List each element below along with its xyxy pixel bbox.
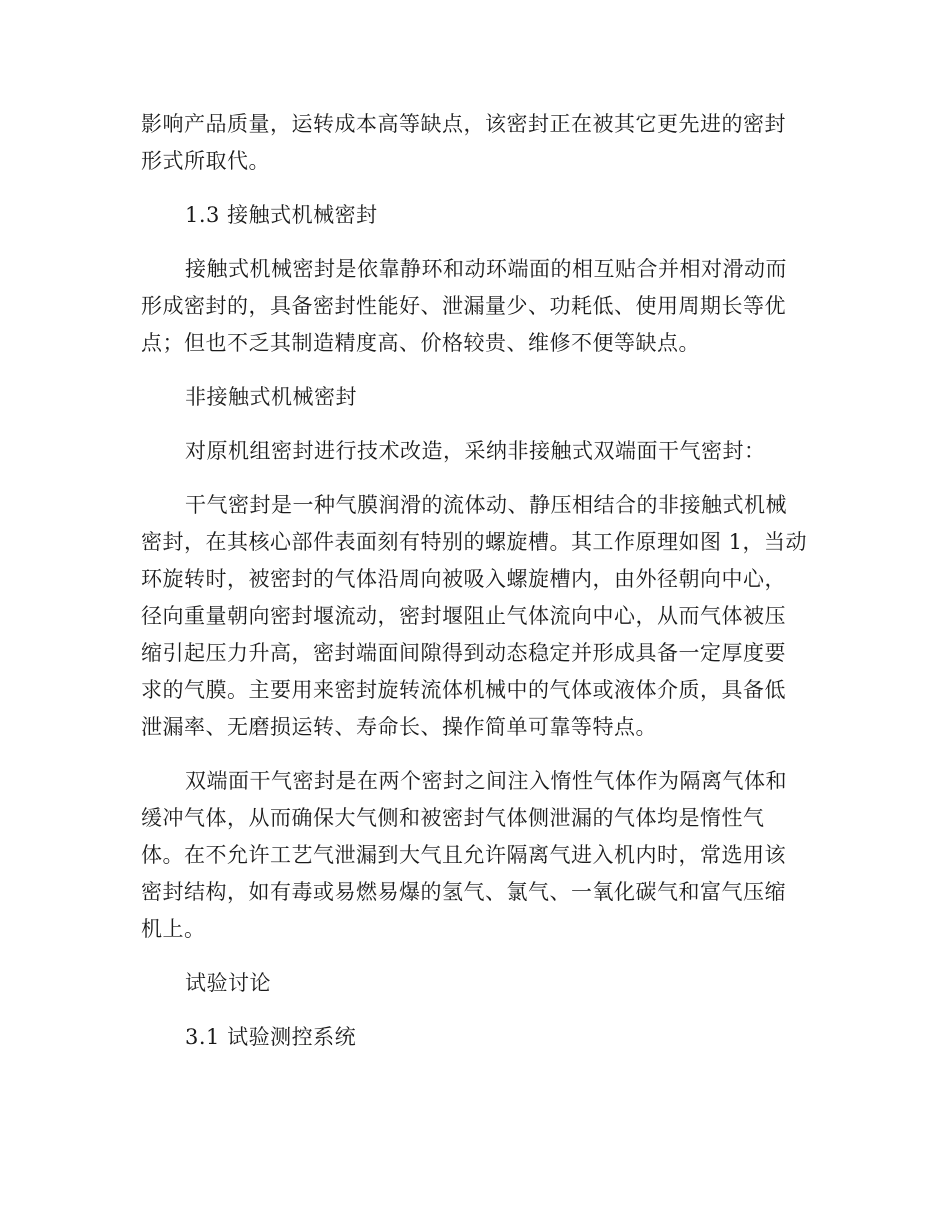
section-heading-experiment: 试验讨论 — [185, 971, 271, 995]
text-line: 影响产品质量，运转成本高等缺点，该密封正在被其它更先进的密封 — [141, 112, 786, 136]
text-line: 密封结构，如有毒或易燃易爆的氢气、氯气、一氧化碳气和富气压缩 — [141, 880, 786, 904]
text-line: 缩引起压力升高，密封端面间隙得到动态稳定并形成具备一定厚度要 — [141, 641, 786, 665]
text-line: 缓冲气体，从而确保大气侧和被密封气体侧泄漏的气体均是惰性气 — [141, 806, 765, 830]
text-line: 点；但也不乏其制造精度高、价格较贵、维修不便等缺点。 — [141, 331, 700, 355]
text-line: 对原机组密封进行技术改造，采纳非接触式双端面干气密封： — [185, 439, 766, 463]
paragraph-retrofit — [141, 433, 811, 470]
paragraph-continuation — [141, 106, 811, 180]
paragraph-dry-gas-seal — [141, 487, 811, 746]
paragraph-double-face-seal — [141, 763, 811, 948]
document-body — [141, 106, 811, 1056]
text-line: 机上。 — [141, 917, 206, 941]
section-heading-3-1: 3.1 试验测控系统 — [185, 1025, 357, 1049]
text-line: 求的气膜。主要用来密封旋转流体机械中的气体或液体介质，具备低 — [141, 678, 786, 702]
text-line: 环旋转时，被密封的气体沿周向被吸入螺旋槽内，由外径朝向中心， — [141, 567, 786, 591]
section-heading-non-contact: 非接触式机械密封 — [185, 385, 357, 409]
text-line: 双端面干气密封是在两个密封之间注入惰性气体作为隔离气体和 — [185, 769, 787, 793]
section-heading-1-3: 1.3 接触式机械密封 — [185, 203, 378, 227]
text-line: 接触式机械密封是依靠静环和动环端面的相互贴合并相对滑动而 — [185, 257, 787, 281]
text-line: 干气密封是一种气膜润滑的流体动、静压相结合的非接触式机械 — [185, 493, 787, 517]
paragraph-contact-seal — [141, 251, 811, 362]
text-line: 密封，在其核心部件表面刻有特别的螺旋槽。其工作原理如图 1，当动 — [141, 530, 808, 554]
text-line: 泄漏率、无磨损运转、寿命长、操作简单可靠等特点。 — [141, 715, 657, 739]
text-line: 体。在不允许工艺气泄漏到大气且允许隔离气进入机内时，常选用该 — [141, 843, 786, 867]
text-line: 形成密封的，具备密封性能好、泄漏量少、功耗低、使用周期长等优 — [141, 294, 786, 318]
text-line: 形式所取代。 — [141, 149, 270, 173]
text-line: 径向重量朝向密封堰流动，密封堰阻止气体流向中心，从而气体被压 — [141, 604, 786, 628]
